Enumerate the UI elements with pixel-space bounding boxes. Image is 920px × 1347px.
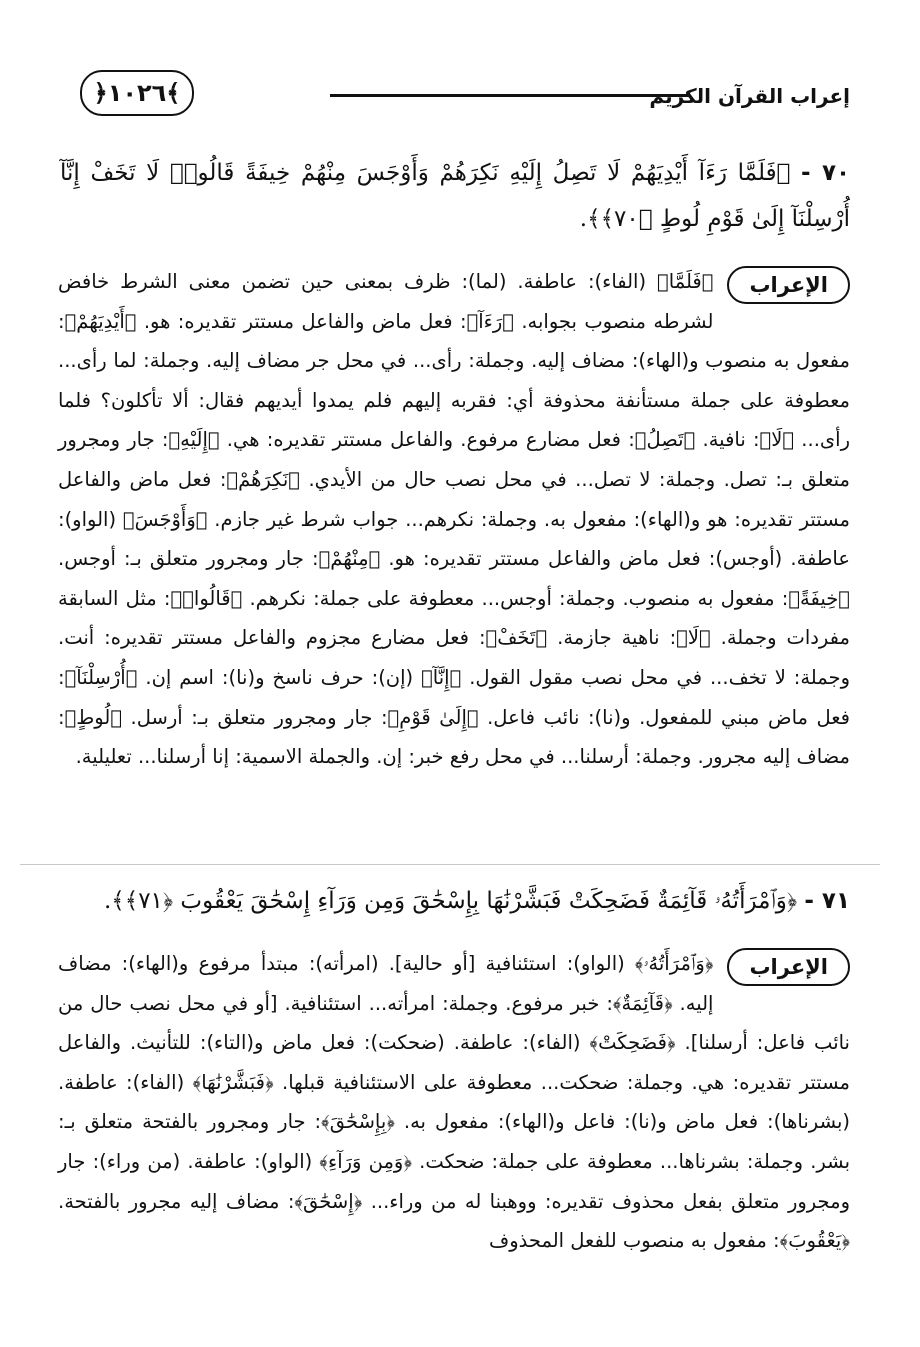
header-rule [330,94,690,97]
verse-text: ﴿وَٱمْرَأَتُهُۥ قَآئِمَةٌ فَضَحِكَتْ فَبَشَّرْنَٰهَا بِإِسْحَٰقَ وَمِن وَرَآءِ إِسْحَٰقَ يَعْقُوبَ ﴿٧١﴾﴾. [103,888,798,914]
verse-number: ٧٠ - [801,160,851,186]
page-header [80,64,850,124]
verse-number: ٧١ - [804,888,850,914]
section-divider [20,864,880,865]
irab-section-70 [58,262,850,777]
verse-71 [60,878,850,924]
irab-section-71 [58,944,850,1261]
irab-paragraph: ﴿وَٱمْرَأَتُهُۥ﴾ (الواو): استئنافية [أو حالية]. (امرأته): مبتدأ مرفوع و(الهاء): مضاف إليه. ﴿قَآئِمَةٌ﴾: خبر مرفوع. وجملة: امرأته... استئنافية. [أو في محل نصب حال من نائب فاعل: أرسلنا]. ﴿فَضَحِكَتْ﴾ (الفاء): عاطفة. (ضحكت): فعل ماض و(التاء): للتأنيث. والفاعل مستتر تقديره: هي. وجملة: ضحكت... معطوفة على الاستئنافية قبلها. ﴿فَبَشَّرْنَٰهَا﴾ (الفاء): عاطفة. (بشرناها): فعل ماض و(نا): فاعل و(الهاء): مفعول به. ﴿بِإِسْحَٰقَ﴾: جار ومجرور بالفتحة متعلق بـ: بشر. وجملة: بشرناها... معطوفة على جملة: ضحكت. ﴿وَمِن وَرَآءِ﴾ (الواو): عاطفة. (من وراء): جار ومجرور متعلق بفعل محذوف تقديره: ووهبنا له من وراء... ﴿إِسْحَٰقَ﴾: مضاف إليه مجرور بالفتحة. ﴿يَعْقُوبَ﴾: مفعول به منصوب للفعل المحذوف [58,952,850,1253]
verse-text: ﴿فَلَمَّا رَءَآ أَيْدِيَهُمْ لَا تَصِلُ إِلَيْهِ نَكِرَهُمْ وَأَوْجَسَ مِنْهُمْ خِيفَةً قَالُوا۟ لَا تَخَفْ إِنَّآ أُرْسِلْنَآ إِلَىٰ قَوْمِ لُوطٍ ﴿٧٠﴾﴾. [60,160,850,232]
book-title: إعراب القرآن الكريم [649,84,850,108]
page-number: ﴿١٠٢٦﴾ [80,70,194,116]
irab-paragraph: ﴿فَلَمَّا﴾ (الفاء): عاطفة. (لما): ظرف بمعنى حين تضمن معنى الشرط خافض لشرطه منصوب بجوابه. ﴿رَءَآ﴾: فعل ماض والفاعل مستتر تقديره: هو. ﴿أَيْدِيَهُمْ﴾: مفعول به منصوب و(الهاء): مضاف إليه. وجملة: رأى... في محل جر مضاف إليه. وجملة: لما رأى... معطوفة على جملة مستأنفة محذوفة أي: فقربه إليهم فلم يمدوا أيديهم فقال: ألا تأكلون؟ فلما رأى... ﴿لَا﴾: نافية. ﴿تَصِلُ﴾: فعل مضارع مرفوع. والفاعل مستتر تقديره: هي. ﴿إِلَيْهِ﴾: جار ومجرور متعلق بـ: تصل. وجملة: لا تصل... في محل نصب حال من الأيدي. ﴿نَكِرَهُمْ﴾: فعل ماض والفاعل مستتر تقديره: هو و(الهاء): مفعول به. وجملة: نكرهم... جواب شرط غير جازم. ﴿وَأَوْجَسَ﴾ (الواو): عاطفة. (أوجس): فعل ماض والفاعل مستتر تقديره: هو. ﴿مِنْهُمْ﴾: جار ومجرور متعلق بـ: أوجس. ﴿خِيفَةً﴾: مفعول به منصوب. وجملة: أوجس... معطوفة على جملة: نكرهم. ﴿قَالُوا۟﴾: مثل السابقة مفردات وجملة. ﴿لَا﴾: ناهية جازمة. ﴿تَخَفْ﴾: فعل مضارع مجزوم والفاعل مستتر تقديره: أنت. وجملة: لا تخف... في محل نصب مقول القول. ﴿إِنَّآ﴾ (إن): حرف ناسخ و(نا): اسم إن. ﴿أُرْسِلْنَآ﴾: فعل ماض مبني للمفعول. و(نا): نائب فاعل. ﴿إِلَىٰ قَوْمِ﴾: جار ومجرور متعلق بـ: أرسل. ﴿لُوطٍ﴾: مضاف إليه مجرور. وجملة: أرسلنا... في محل رفع خبر: إن. والجملة الاسمية: إنا أرسلنا... تعليلية. [58,270,850,769]
irab-label-badge: الإعراب [727,266,850,304]
verse-70 [60,150,850,242]
irab-label-badge: الإعراب [727,948,850,986]
